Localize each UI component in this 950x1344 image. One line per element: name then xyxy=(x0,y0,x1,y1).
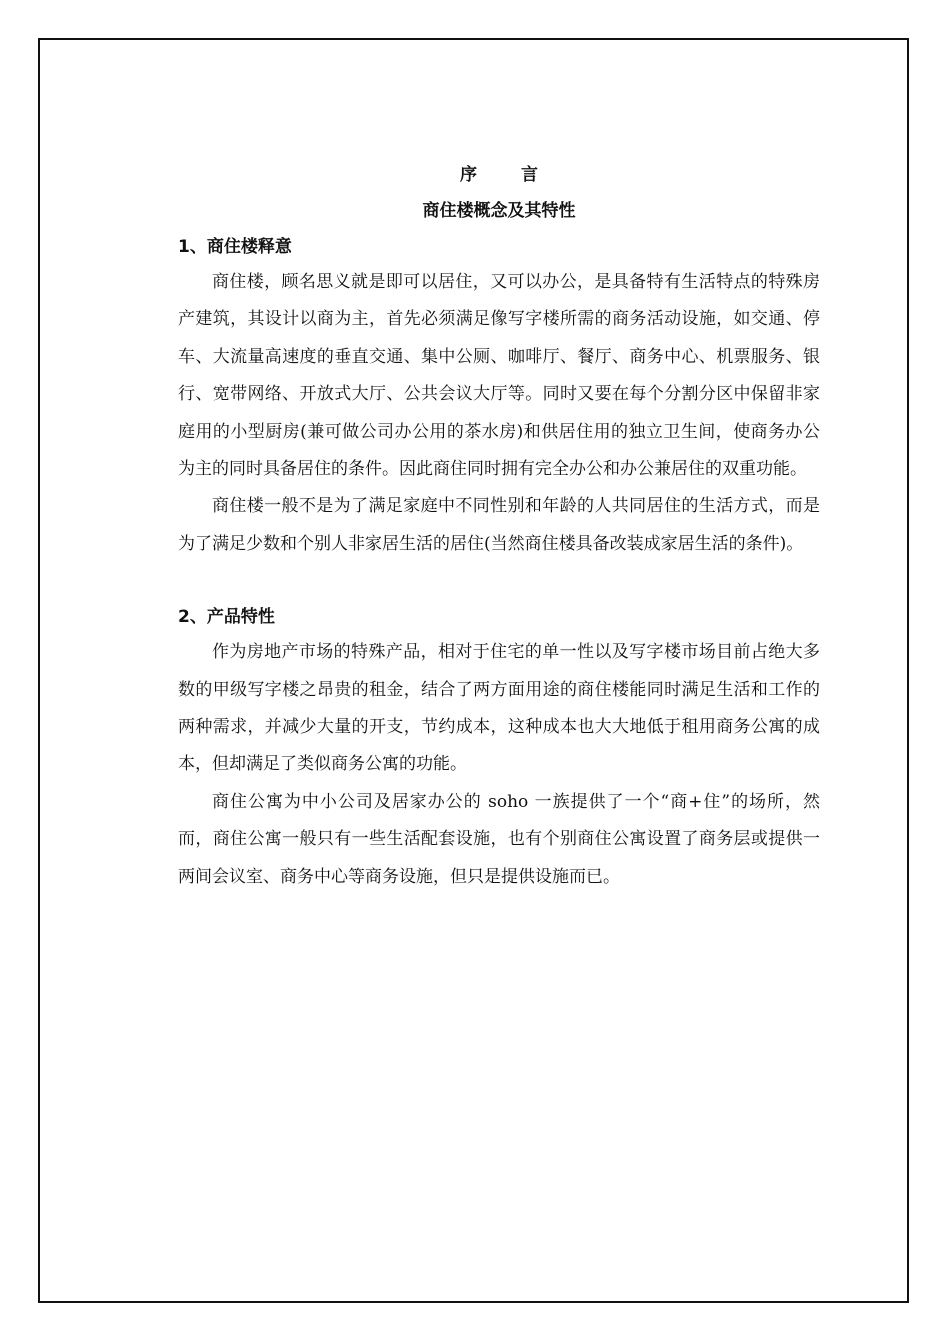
section-spacer xyxy=(178,563,820,600)
paragraph: 商住公寓为中小公司及居家办公的 soho 一族提供了一个“商+住”的场所，然而，商住公寓一般只有一些生活配套设施，也有个别商住公寓设置了商务层或提供一两间会议室、商务中心等商务设施，但只是提供设施而已。 xyxy=(178,791,820,887)
section-2 xyxy=(178,600,820,896)
document-title: 序言 xyxy=(460,165,582,185)
section-heading: 2、产品特性 xyxy=(178,607,275,628)
paragraph: 商住楼一般不是为了满足家庭中不同性别和年龄的人共同居住的生活方式，而是为了满足少数和个别人非家居生活的居住(当然商住楼具备改装成家居生活的条件)。 xyxy=(178,496,820,554)
section-1 xyxy=(178,230,820,563)
paragraph: 商住楼，顾名思义就是即可以居住，又可以办公，是具备特有生活特点的特殊房产建筑，其设计以商为主，首先必须满足像写字楼所需的商务活动设施，如交通、停车、大流量高速度的垂直交通、集中公厕、咖啡厅、餐厅、商务中心、机票服务、银行、宽带网络、开放式大厅、公共会议大厅等。同时又要在每个分割分区中保留非家庭用的小型厨房(兼可做公司办公用的茶水房)和供居住用的独立卫生间，使商务办公为主的同时具备居住的条件。因此商住同时拥有完全办公和办公兼居住的双重功能。 xyxy=(178,272,820,480)
document-subtitle: 商住楼概念及其特性 xyxy=(422,201,576,221)
paragraph: 作为房地产市场的特殊产品，相对于住宅的单一性以及写字楼市场目前占绝大多数的甲级写字楼之昂贵的租金，结合了两方面用途的商住楼能同时满足生活和工作的两种需求，并减少大量的开支，节约成本，这种成本也大大地低于租用商务公寓的成本，但却满足了类似商务公寓的功能。 xyxy=(178,642,820,775)
section-heading: 1、商住楼释意 xyxy=(178,237,292,257)
document-body xyxy=(178,158,820,896)
